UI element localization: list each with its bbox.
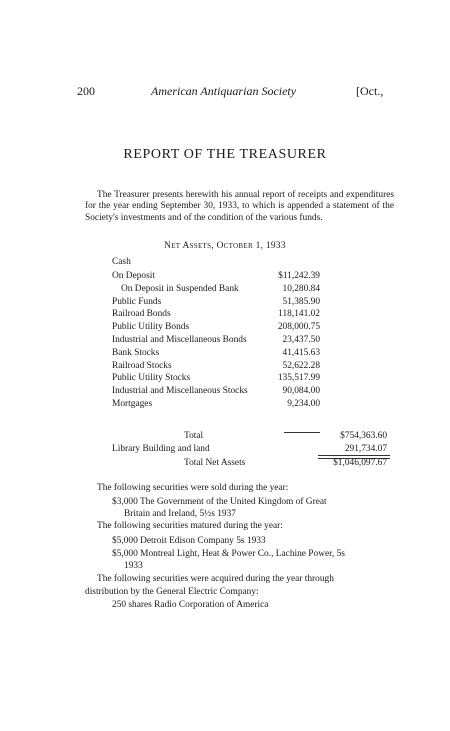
library-row [0, 443, 450, 455]
asset-row-label: Public Funds [112, 296, 162, 307]
matured-item-2-line1: $5,000 Montreal Light, Heat & Power Co., Lachine Power, 5s [112, 549, 345, 559]
acquired-intro-line2: distribution by the General Electric Company: [85, 587, 259, 597]
asset-row [0, 360, 450, 372]
net-assets-heading: Net Assets, October 1, 1933 [164, 241, 286, 251]
asset-row-label: Bank Stocks [112, 347, 160, 358]
asset-row-label: On Deposit [112, 271, 155, 281]
asset-row-label: Public Utility Stocks [112, 373, 191, 384]
sold-intro: The following securities were sold during the year: [97, 483, 289, 493]
asset-row [0, 372, 450, 384]
asset-row [0, 385, 450, 397]
acquired-item: 250 shares Radio Corporation of America [112, 600, 269, 610]
asset-row-amount: 9,234.00 [287, 399, 320, 409]
library-amount: 291,734.07 [344, 444, 387, 454]
matured-item-1: $5,000 Detroit Edison Company 5s 1933 [112, 536, 266, 546]
total-row [0, 430, 450, 442]
asset-row-amount: 10,280.84 [282, 283, 320, 294]
asset-row-amount: 52,622.28 [282, 360, 320, 371]
asset-row-label: Railroad Bonds [112, 309, 171, 320]
library-label: Library Building and land [112, 444, 210, 454]
asset-row-amount: 51,385.90 [282, 296, 320, 307]
intro-paragraph: The Treasurer presents herewith his annual report of receipts and expenditures for the year ending September 30, 1933, to which is appended a statement of the Society's investments and of the condition of the various funds. [85, 190, 394, 223]
asset-row-amount: 23,437.50 [282, 335, 320, 345]
report-title: REPORT OF THE TREASURER [123, 147, 327, 162]
asset-row-label: Industrial and Miscellaneous Stocks [112, 386, 248, 397]
total-rule-1 [318, 455, 390, 456]
total-amount: $754,363.60 [340, 431, 387, 441]
asset-row [0, 308, 450, 320]
asset-row-label: Public Utility Bonds [112, 322, 190, 333]
cash-label: Cash [112, 257, 131, 267]
asset-row-amount: 90,084.00 [282, 386, 320, 397]
asset-row [0, 283, 450, 295]
asset-row-label: On Deposit in Suspended Bank [121, 283, 239, 294]
asset-row [0, 347, 450, 359]
matured-item-2-line2: 1933 [124, 561, 143, 571]
asset-row-label: Mortgages [112, 399, 153, 409]
asset-row-label: Industrial and Miscellaneous Bonds [112, 335, 247, 345]
asset-row [0, 296, 450, 308]
asset-row [0, 321, 450, 333]
asset-row [0, 398, 450, 410]
sold-item-line2: Britain and Ireland, 5½s 1937 [124, 509, 236, 519]
asset-row [0, 334, 450, 346]
asset-row-amount: 208,000.75 [277, 322, 320, 333]
asset-row-amount: $11,242.39 [278, 271, 320, 281]
asset-row-amount: 118,141.02 [278, 309, 320, 320]
running-head: American Antiquarian Society [151, 84, 297, 98]
acquired-intro-line1: The following securities were acquired during the year through [97, 574, 334, 584]
sold-item-line1: $3,000 The Government of the United Kingdom of Great [112, 497, 327, 507]
asset-row [0, 270, 450, 282]
running-head-month: [Oct., [356, 84, 384, 98]
matured-intro: The following securities matured during the year: [97, 521, 283, 531]
asset-row-amount: 135,517.99 [277, 373, 320, 384]
net-assets-row [0, 457, 450, 469]
page-number: 200 [77, 84, 95, 98]
net-assets-amount: $1,046,097.67 [333, 458, 387, 468]
asset-row-label: Railroad Stocks [112, 360, 172, 371]
asset-row-amount: 41,415.63 [282, 347, 320, 358]
net-assets-label: Total Net Assets [184, 458, 246, 468]
total-label: Total [184, 431, 204, 441]
